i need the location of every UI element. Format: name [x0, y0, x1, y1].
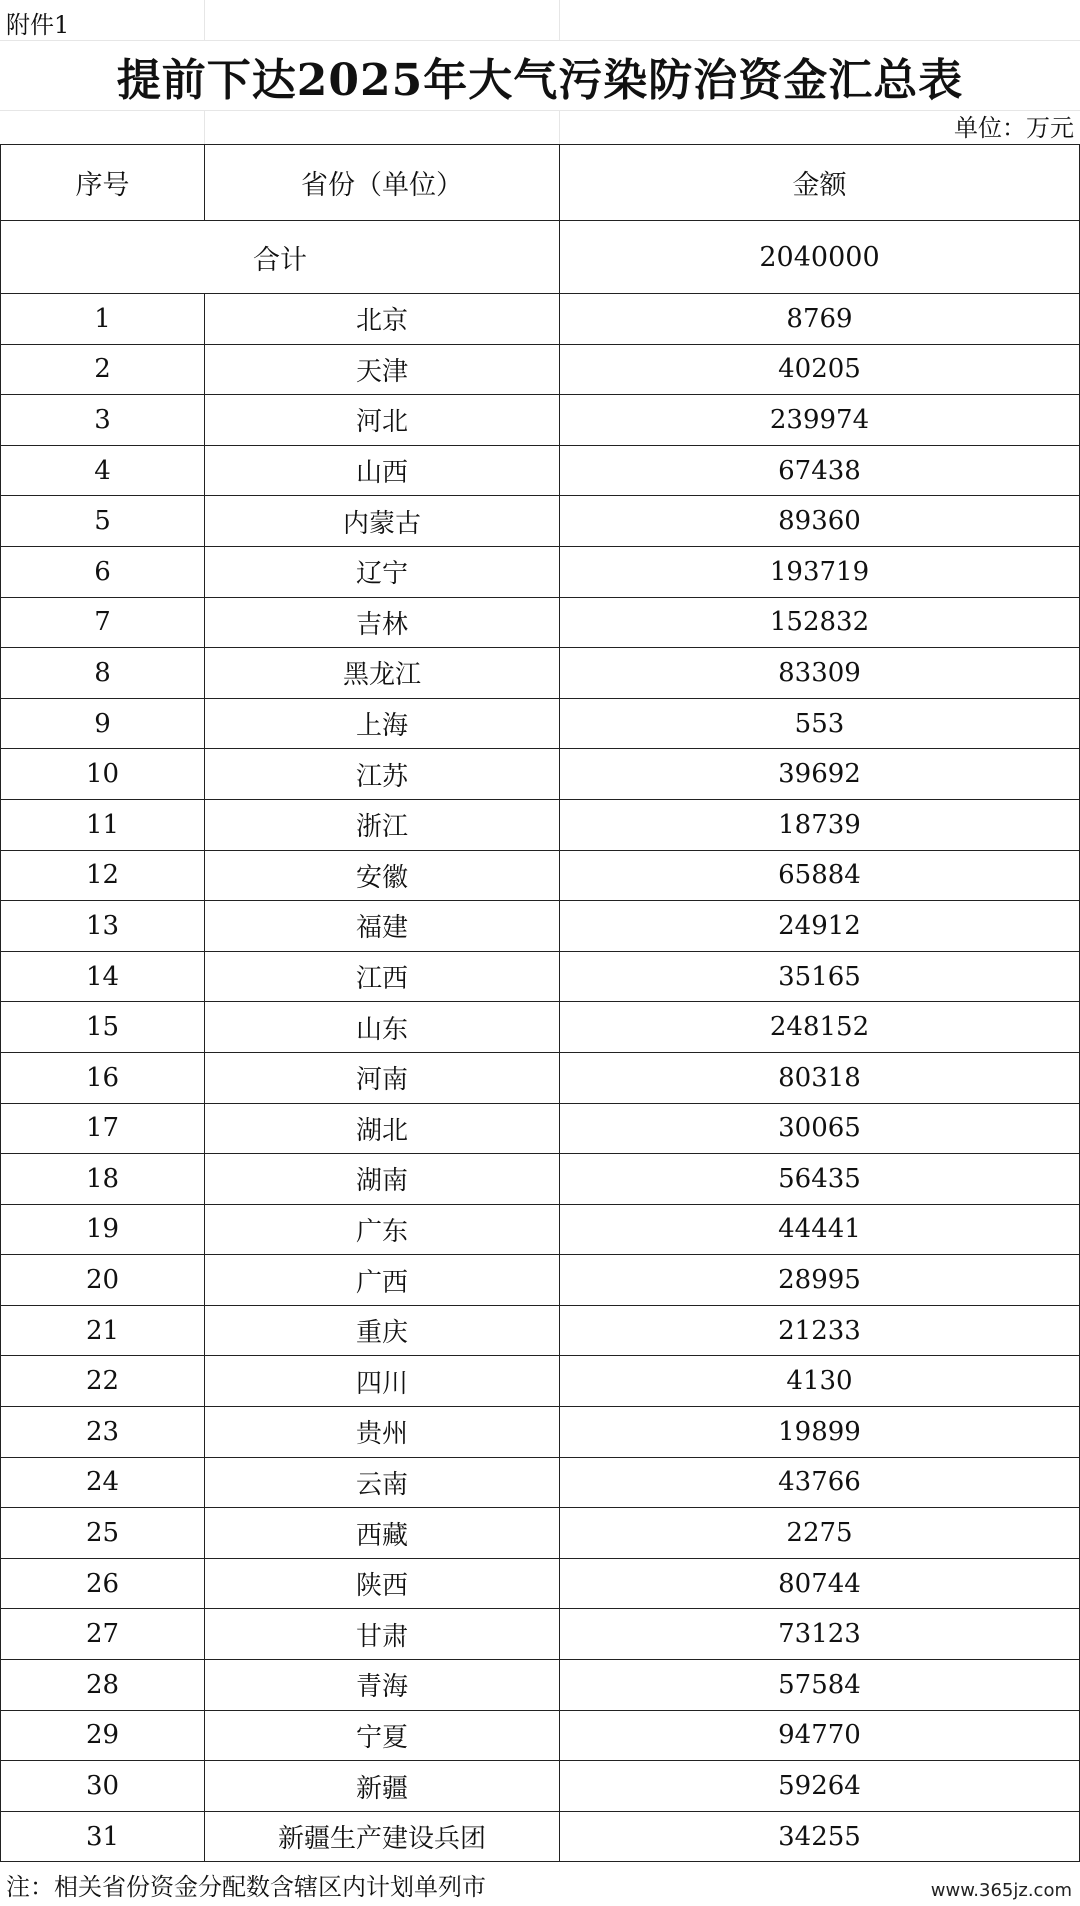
table-row — [1, 1407, 1080, 1458]
province-cell: 浙江 — [205, 799, 560, 850]
row-number-cell: 6 — [1, 546, 205, 597]
province-cell: 贵州 — [205, 1407, 560, 1458]
province-cell: 广西 — [205, 1255, 560, 1306]
column-header-province: 省份（单位） — [205, 145, 560, 221]
row-number-cell: 31 — [1, 1811, 205, 1862]
table-row — [1, 1457, 1080, 1508]
table-row — [1, 1710, 1080, 1761]
amount-cell: 4130 — [560, 1356, 1080, 1407]
row-number-cell: 4 — [1, 445, 205, 496]
row-number-cell: 25 — [1, 1508, 205, 1559]
amount-cell: 8769 — [560, 294, 1080, 345]
column-header-number: 序号 — [1, 145, 205, 221]
amount-cell: 152832 — [560, 597, 1080, 648]
table-row — [1, 1508, 1080, 1559]
table-row — [1, 1305, 1080, 1356]
row-number-cell: 18 — [1, 1154, 205, 1205]
province-cell: 黑龙江 — [205, 648, 560, 699]
province-cell: 宁夏 — [205, 1710, 560, 1761]
amount-cell: 80744 — [560, 1558, 1080, 1609]
table-row — [1, 1660, 1080, 1711]
total-value: 2040000 — [560, 221, 1080, 294]
amount-cell: 89360 — [560, 496, 1080, 547]
amount-cell: 193719 — [560, 546, 1080, 597]
row-number-cell: 12 — [1, 850, 205, 901]
column-header-amount: 金额 — [560, 145, 1080, 221]
table-row — [1, 648, 1080, 699]
table-row — [1, 1154, 1080, 1205]
attachment-label: 附件1 — [6, 11, 70, 39]
row-number-cell: 10 — [1, 749, 205, 800]
province-cell: 湖北 — [205, 1103, 560, 1154]
table-row — [1, 1356, 1080, 1407]
province-cell: 辽宁 — [205, 546, 560, 597]
table-row — [1, 445, 1080, 496]
row-number-cell: 22 — [1, 1356, 205, 1407]
unit-label: 单位：万元 — [954, 114, 1074, 142]
row-number-cell: 24 — [1, 1457, 205, 1508]
row-number-cell: 20 — [1, 1255, 205, 1306]
amount-cell: 24912 — [560, 901, 1080, 952]
table-row — [1, 496, 1080, 547]
province-cell: 安徽 — [205, 850, 560, 901]
province-cell: 天津 — [205, 344, 560, 395]
province-cell: 四川 — [205, 1356, 560, 1407]
province-cell: 河南 — [205, 1052, 560, 1103]
table-row — [1, 1002, 1080, 1053]
table-row — [1, 1558, 1080, 1609]
total-label: 合计 — [1, 221, 560, 294]
table-row — [1, 698, 1080, 749]
table-row — [1, 901, 1080, 952]
table-row — [1, 1811, 1080, 1862]
province-cell: 西藏 — [205, 1508, 560, 1559]
gridline — [559, 0, 560, 40]
province-cell: 陕西 — [205, 1558, 560, 1609]
table-row — [1, 546, 1080, 597]
table-row — [1, 749, 1080, 800]
row-number-cell: 2 — [1, 344, 205, 395]
funding-table — [0, 144, 1080, 1862]
gridline — [0, 40, 1080, 41]
province-cell: 重庆 — [205, 1305, 560, 1356]
page-title: 提前下达2025年大气污染防治资金汇总表 — [116, 55, 964, 106]
row-number-cell: 14 — [1, 951, 205, 1002]
amount-cell: 65884 — [560, 850, 1080, 901]
province-cell: 北京 — [205, 294, 560, 345]
table-row — [1, 799, 1080, 850]
table-row — [1, 344, 1080, 395]
row-number-cell: 8 — [1, 648, 205, 699]
row-number-cell: 1 — [1, 294, 205, 345]
amount-cell: 239974 — [560, 395, 1080, 446]
province-cell: 江西 — [205, 951, 560, 1002]
province-cell: 山西 — [205, 445, 560, 496]
amount-cell: 34255 — [560, 1811, 1080, 1862]
amount-cell: 248152 — [560, 1002, 1080, 1053]
amount-cell: 19899 — [560, 1407, 1080, 1458]
province-cell: 青海 — [205, 1660, 560, 1711]
province-cell: 广东 — [205, 1204, 560, 1255]
row-number-cell: 15 — [1, 1002, 205, 1053]
province-cell: 上海 — [205, 698, 560, 749]
amount-cell: 30065 — [560, 1103, 1080, 1154]
row-number-cell: 26 — [1, 1558, 205, 1609]
table-row — [1, 850, 1080, 901]
table-row — [1, 1103, 1080, 1154]
amount-cell: 35165 — [560, 951, 1080, 1002]
amount-cell: 553 — [560, 698, 1080, 749]
row-number-cell: 5 — [1, 496, 205, 547]
province-cell: 新疆 — [205, 1761, 560, 1812]
row-number-cell: 19 — [1, 1204, 205, 1255]
footnote: 注：相关省份资金分配数含辖区内计划单列市 — [6, 1873, 486, 1901]
row-number-cell: 30 — [1, 1761, 205, 1812]
row-number-cell: 16 — [1, 1052, 205, 1103]
row-number-cell: 23 — [1, 1407, 205, 1458]
amount-cell: 80318 — [560, 1052, 1080, 1103]
table-row — [1, 1204, 1080, 1255]
row-number-cell: 9 — [1, 698, 205, 749]
table-row — [1, 1761, 1080, 1812]
row-number-cell: 21 — [1, 1305, 205, 1356]
amount-cell: 44441 — [560, 1204, 1080, 1255]
table-row — [1, 1255, 1080, 1306]
row-number-cell: 7 — [1, 597, 205, 648]
row-number-cell: 28 — [1, 1660, 205, 1711]
gridline — [204, 0, 205, 40]
amount-cell: 73123 — [560, 1609, 1080, 1660]
table-row — [1, 1609, 1080, 1660]
amount-cell: 57584 — [560, 1660, 1080, 1711]
row-number-cell: 11 — [1, 799, 205, 850]
province-cell: 福建 — [205, 901, 560, 952]
amount-cell: 21233 — [560, 1305, 1080, 1356]
amount-cell: 18739 — [560, 799, 1080, 850]
row-number-cell: 13 — [1, 901, 205, 952]
table-row — [1, 951, 1080, 1002]
table-row — [1, 294, 1080, 345]
amount-cell: 39692 — [560, 749, 1080, 800]
province-cell: 江苏 — [205, 749, 560, 800]
amount-cell: 83309 — [560, 648, 1080, 699]
amount-cell: 2275 — [560, 1508, 1080, 1559]
row-number-cell: 3 — [1, 395, 205, 446]
amount-cell: 67438 — [560, 445, 1080, 496]
amount-cell: 28995 — [560, 1255, 1080, 1306]
amount-cell: 59264 — [560, 1761, 1080, 1812]
row-number-cell: 27 — [1, 1609, 205, 1660]
province-cell: 内蒙古 — [205, 496, 560, 547]
row-number-cell: 29 — [1, 1710, 205, 1761]
table-row — [1, 1052, 1080, 1103]
amount-cell: 56435 — [560, 1154, 1080, 1205]
amount-cell: 43766 — [560, 1457, 1080, 1508]
row-number-cell: 17 — [1, 1103, 205, 1154]
province-cell: 湖南 — [205, 1154, 560, 1205]
table-header-row — [1, 145, 1080, 221]
total-row — [1, 221, 1080, 294]
table-row — [1, 597, 1080, 648]
watermark: www.365jz.com — [930, 1880, 1072, 1901]
amount-cell: 40205 — [560, 344, 1080, 395]
province-cell: 云南 — [205, 1457, 560, 1508]
province-cell: 山东 — [205, 1002, 560, 1053]
province-cell: 吉林 — [205, 597, 560, 648]
province-cell: 新疆生产建设兵团 — [205, 1811, 560, 1862]
amount-cell: 94770 — [560, 1710, 1080, 1761]
table-row — [1, 395, 1080, 446]
table-body — [1, 221, 1080, 1862]
province-cell: 甘肃 — [205, 1609, 560, 1660]
province-cell: 河北 — [205, 395, 560, 446]
